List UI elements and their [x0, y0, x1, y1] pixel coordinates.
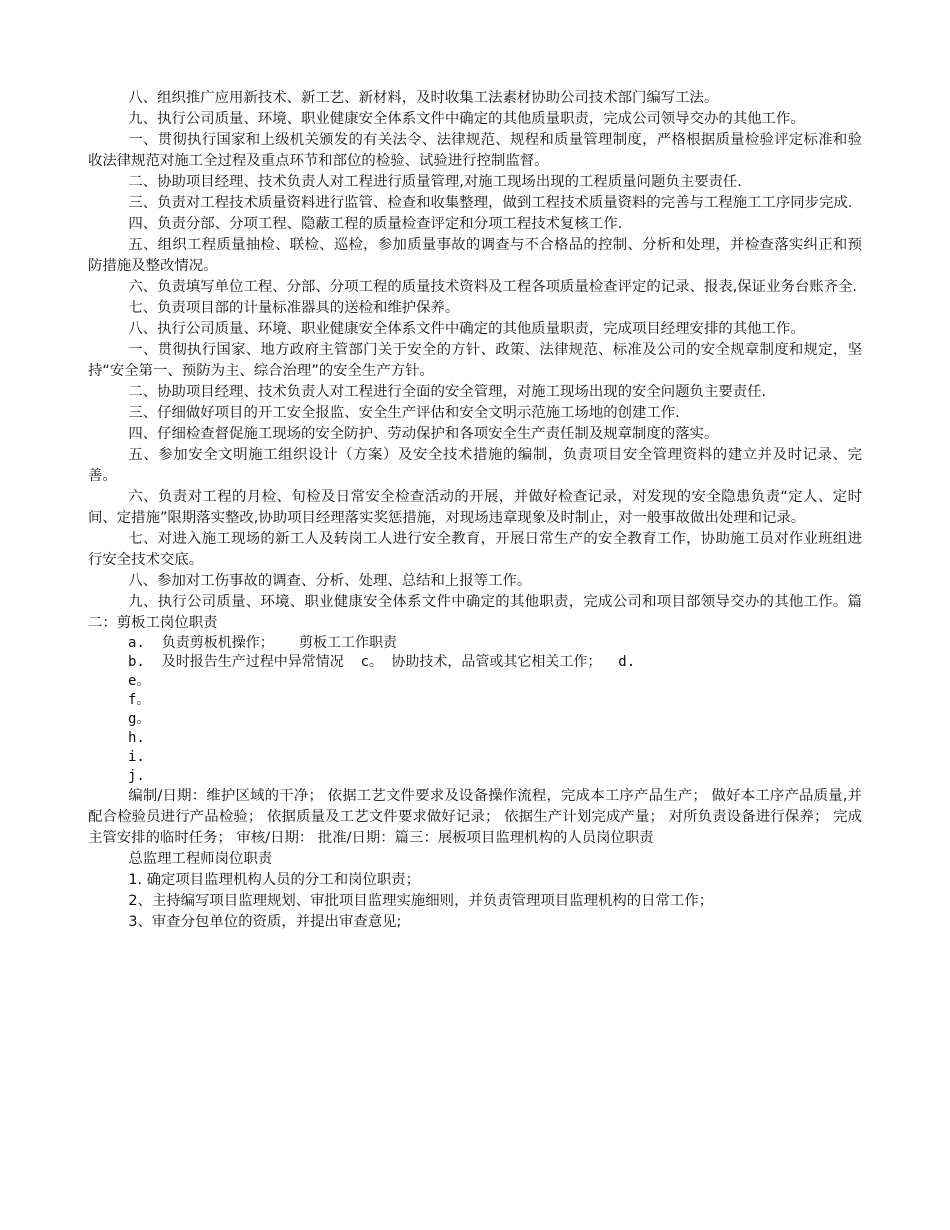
list-item: a. 负责剪板机操作； 剪板工工作职责 [128, 635, 398, 651]
paragraph: 二、协助项目经理、技术负责人对工程进行质量管理,对施工现场出现的工程质量问题负主要责任. [128, 174, 742, 190]
paragraph: 七、负责项目部的计量标准器具的送检和维护保养。 [128, 300, 460, 316]
list-item: 3、审查分包单位的资质，并提出审查意见; [128, 914, 402, 930]
document-body [88, 88, 862, 933]
paragraph: 六、负责填写单位工程、分部、分项工程的质量技术资料及工程各项质量检查评定的记录、报表,保证业务台账齐全. [128, 279, 857, 295]
paragraph: 八、执行公司质量、环境、职业健康安全体系文件中确定的其他质量职责，完成项目经理安排的其他工作。 [128, 321, 805, 337]
paragraph: 九、执行公司质量、环境、职业健康安全体系文件中确定的其他质量职责，完成公司领导交办的其他工作。 [128, 111, 805, 127]
paragraph: 二、协助项目经理、技术负责人对工程进行全面的安全管理，对施工现场出现的安全问题负主要责任. [128, 384, 767, 400]
paragraph: 三、负责对工程技术质量资料进行监管、检查和收集整理，做到工程技术质量资料的完善与工程施工工序同步完成. [128, 195, 853, 211]
paragraph: 五、组织工程质量抽检、联检、巡检，参加质量事故的调查与不合格品的控制、分析和处理，并检查落实纠正和预防措施及整改情况。 [88, 237, 862, 274]
paragraph: 九、执行公司质量、环境、职业健康安全体系文件中确定的其他职责，完成公司和项目部领导交办的其他工作。篇二：剪板工岗位职责 [88, 594, 862, 631]
paragraph: 一、贯彻执行国家、地方政府主管部门关于安全的方针、政策、法律规范、标准及公司的安全规章制度和规定，坚持“安全第一、预防为主、综合治理”的安全生产方针。 [88, 342, 862, 379]
paragraph: 七、对进入施工现场的新工人及转岗工人进行安全教育，开展日常生产的安全教育工作，协助施工员对作业班组进行安全技术交底。 [88, 531, 862, 568]
paragraph: 四、负责分部、分项工程、隐蔽工程的质量检查评定和分项工程技术复核工作. [128, 216, 623, 232]
list-item: h. [128, 730, 145, 746]
paragraph: 八、参加对工伤事故的调查、分析、处理、总结和上报等工作。 [128, 573, 532, 589]
list-item: g。 [128, 711, 151, 727]
paragraph: 五、参加安全文明施工组织设计（方案）及安全技术措施的编制，负责项目安全管理资料的建立并及时记录、完善。 [88, 447, 862, 484]
paragraph: 编制/日期：维护区域的干净； 依据工艺文件要求及设备操作流程，完成本工序产品生产； 做好本工序产品质量,并配合检验员进行产品检验； 依据质量及工艺文件要求做好记录； 依据生产计划完成产量； 对所负责设备进行保养； 完成主管安排的临时任务； 审核/日期： 批准/日期：篇三：展板项目监理机构的人员岗位职责 [88, 788, 862, 846]
list-item: j. [128, 768, 145, 784]
paragraph: 六、负责对工程的月检、旬检及日常安全检查活动的开展，并做好检查记录，对发现的安全隐患负责“定人、定时间、定措施”限期落实整改,协助项目经理落实奖惩措施，对现场违章现象及时制止，对一般事故做出处理和记录。 [88, 489, 862, 526]
list-item: f。 [128, 692, 151, 708]
section-heading: 总监理工程师岗位职责 [128, 851, 273, 867]
list-item: i. [128, 749, 145, 765]
paragraph: 四、仔细检查督促施工现场的安全防护、劳动保护和各项安全生产责任制及规章制度的落实。 [128, 426, 719, 442]
paragraph: 八、组织推广应用新技术、新工艺、新材料，及时收集工法素材协助公司技术部门编写工法。 [128, 90, 719, 106]
list-item: e。 [128, 673, 151, 689]
paragraph: 三、仔细做好项目的开工安全报监、安全生产评估和安全文明示范施工场地的创建工作. [128, 405, 680, 421]
list-item: 2、主持编写项目监理规划、审批项目监理实施细则，并负责管理项目监理机构的日常工作； [128, 893, 714, 909]
paragraph: 一、贯彻执行国家和上级机关颁发的有关法令、法律规范、规程和质量管理制度，严格根据质量检验评定标准和验收法律规范对施工全过程及重点环节和部位的检验、试验进行控制监督。 [88, 132, 862, 169]
list-item: 1. 确定项目监理机构人员的分工和岗位职责； [128, 872, 421, 888]
list-item: b. 及时报告生产过程中异常情况 c。 协助技术，品管或其它相关工作； d. [128, 654, 636, 670]
